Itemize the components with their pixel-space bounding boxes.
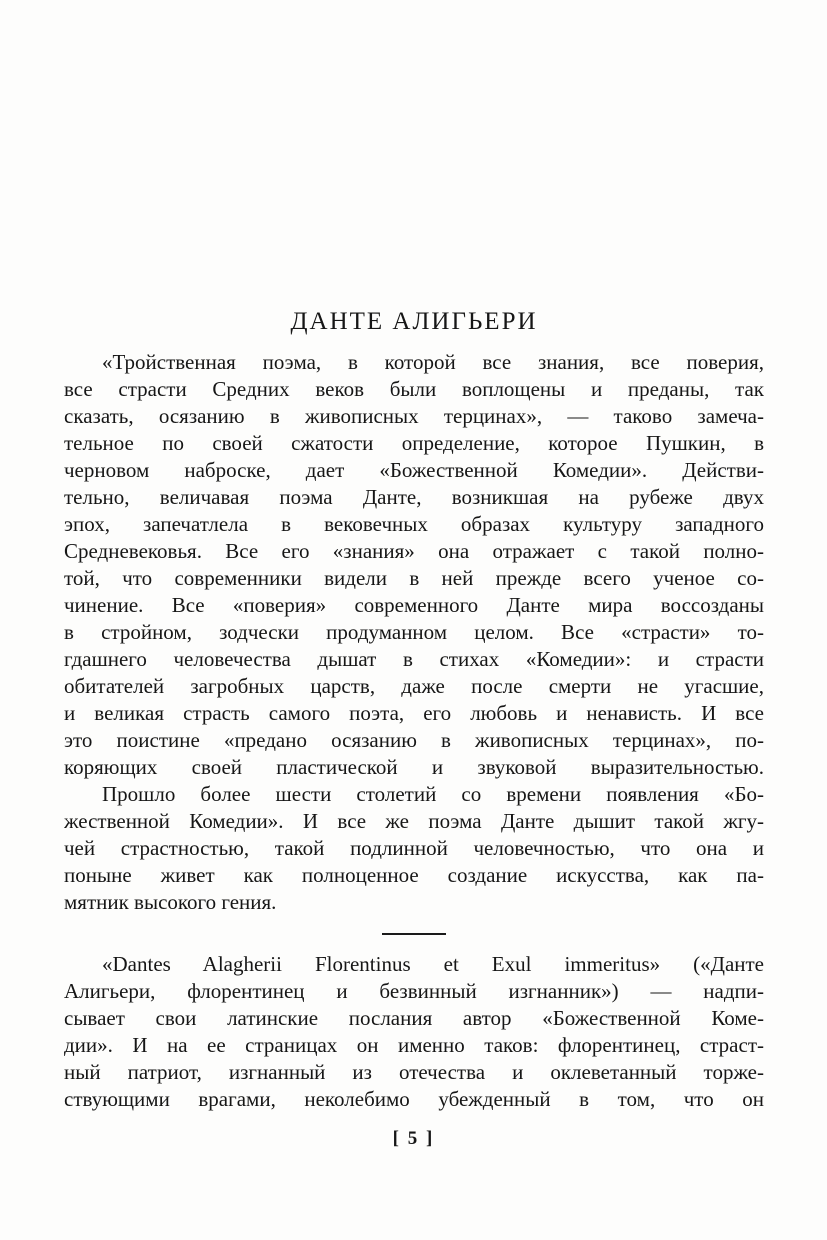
text-line: черновом наброске, дает «Божественной Комедии». Действи-	[64, 458, 764, 482]
paragraph	[64, 781, 764, 916]
text-line: жественной Комедии». И все же поэма Данте дышит такой жгу-	[64, 809, 764, 833]
text-line: это поистине «предано осязанию в живописных терцинах», по-	[64, 728, 764, 752]
text-line: чинение. Все «поверия» современного Данте мира воссозданы	[64, 593, 764, 617]
section-divider	[382, 933, 446, 935]
text-line: поныне живет как полноценное создание искусства, как па-	[64, 863, 764, 887]
text-line: Алигьери, флорентинец и безвинный изгнанник») — надпи-	[64, 979, 764, 1003]
text-line: сывает свои латинские послания автор «Божественной Коме-	[64, 1006, 764, 1030]
text-line: эпох, запечатлела в вековечных образах культуру западного	[64, 512, 764, 536]
text-line: тельное по своей сжатости определение, которое Пушкин, в	[64, 431, 764, 455]
page-number: [ 5 ]	[392, 1128, 435, 1149]
text-line: той, что современники видели в ней прежде всего ученое со-	[64, 566, 764, 590]
text-line: и великая страсть самого поэта, его любовь и ненависть. И все	[64, 701, 764, 725]
text-line: Средневековья. Все его «знания» она отражает с такой полно-	[64, 539, 764, 563]
text-line: гдашнего человечества дышат в стихах «Комедии»: и страсти	[64, 647, 764, 671]
text-line: сказать, осязанию в живописных терцинах», — таково замеча-	[64, 404, 764, 428]
text-line: дии». И на ее страницах он именно таков: флорентинец, страст-	[64, 1033, 764, 1057]
page-title: ДАНТЕ АЛИГЬЕРИ	[290, 308, 538, 335]
text-line: ный патриот, изгнанный из отечества и оклеветанный торже-	[64, 1060, 764, 1084]
text-line: в стройном, зодчески продуманном целом. Все «страсти» то-	[64, 620, 764, 644]
text-line: ствующими врагами, неколебимо убежденный в том, что он	[64, 1087, 764, 1111]
text-line: тельно, величавая поэма Данте, возникшая на рубеже двух	[64, 485, 764, 509]
text-line: «Тройственная поэма, в которой все знания, все поверия,	[102, 350, 764, 374]
text-line: чей страстностью, такой подлинной человечностью, что она и	[64, 836, 764, 860]
paragraph	[64, 349, 764, 781]
text-block	[64, 349, 764, 1113]
text-line: коряющих своей пластической и звуковой выразительностью.	[64, 755, 764, 779]
paragraph	[64, 951, 764, 1113]
text-line: мятник высокого гения.	[64, 890, 277, 914]
text-line: «Dantes Alagherii Florentinus et Exul immeritus» («Данте	[102, 952, 764, 976]
text-line: Прошло более шести столетий со времени появления «Бо-	[102, 782, 764, 806]
text-line: обитателей загробных царств, даже после смерти не угасшие,	[64, 674, 764, 698]
text-line: все страсти Средних веков были воплощены и преданы, так	[64, 377, 764, 401]
